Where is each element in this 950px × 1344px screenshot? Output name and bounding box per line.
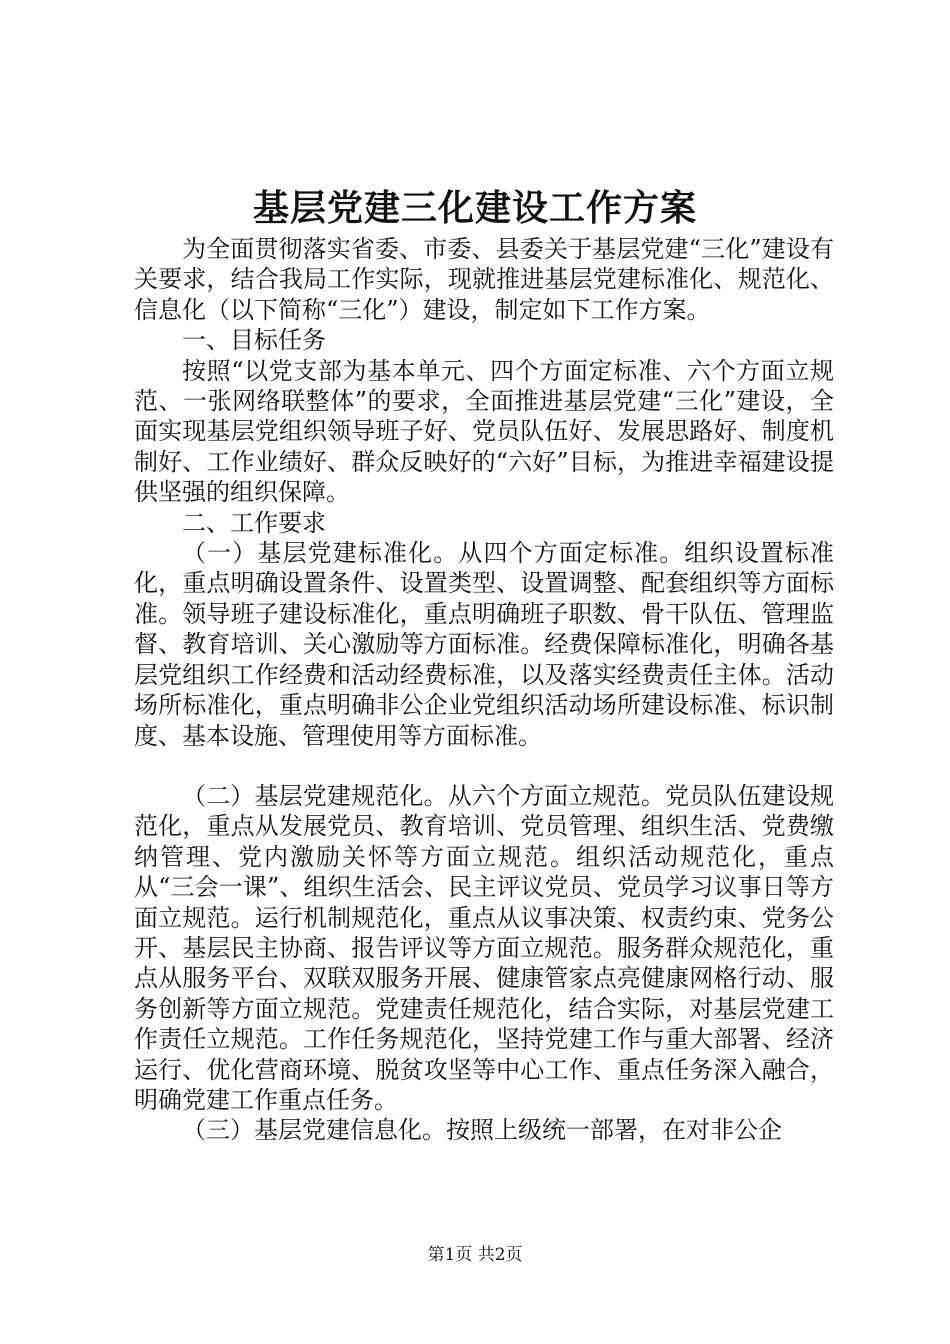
paragraph-standardization: （一）基层党建标准化。从四个方面定标准。组织设置标准化，重点明确设置条件、设置类型、设置调整、配套组织等方面标准。领导班子建设标准化，重点明确班子职数、骨干队伍、管理监督、教育培训、关心激励等方面标准。经费保障标准化，明确各基层党组织工作经费和活动经费标准，以及落实经费责任主体。活动场所标准化，重点明确非公企业党组织活动场所建设标准、标识制度、基本设施、管理使用等方面标准。	[134, 539, 834, 750]
paragraph-intro: 为全面贯彻落实省委、市委、县委关于基层党建“三化”建设有关要求，结合我局工作实际，现就推进基层党建标准化、规范化、信息化（以下简称“三化”）建设，制定如下工作方案。	[134, 235, 834, 324]
paragraph-informatization: （三）基层党建信息化。按照上级统一部署，在对非公企	[182, 1116, 782, 1145]
paragraph-goals: 按照“以党支部为基本单元、四个方面定标准、六个方面立规范、一张网络联整体”的要求，全面推进基层党建“三化”建设，全面实现基层党组织领导班子好、党员队伍好、发展思路好、制度机制好、工作业绩好、群众反映好的“六好”目标，为推进幸福建设提供坚强的组织保障。	[134, 356, 834, 507]
page-number-footer: 第1页 共2页	[427, 1245, 523, 1265]
paragraph-normalization: （二）基层党建规范化。从六个方面立规范。党员队伍建设规范化，重点从发展党员、教育培训、党员管理、组织生活、党费缴纳管理、党内激励关怀等方面立规范。组织活动规范化，重点从“三会一课”、组织生活会、民主评议党员、党员学习议事日等方面立规范。运行机制规范化，重点从议事决策、权责约束、党务公开、基层民主协商、报告评议等方面立规范。服务群众规范化，重点从服务平台、双联双服务开展、健康管家点亮健康网格行动、服务创新等方面立规范。党建责任规范化，结合实际，对基层党建工作责任立规范。工作任务规范化，坚持党建工作与重大部署、经济运行、优化营商环境、脱贫攻坚等中心工作、重点任务深入融合，明确党建工作重点任务。	[134, 781, 834, 1114]
section-heading-goals: 一、目标任务	[182, 326, 326, 355]
document-body	[134, 234, 834, 1146]
document-title: 基层党建三化建设工作方案	[252, 187, 697, 229]
section-heading-requirements: 二、工作要求	[182, 508, 326, 537]
